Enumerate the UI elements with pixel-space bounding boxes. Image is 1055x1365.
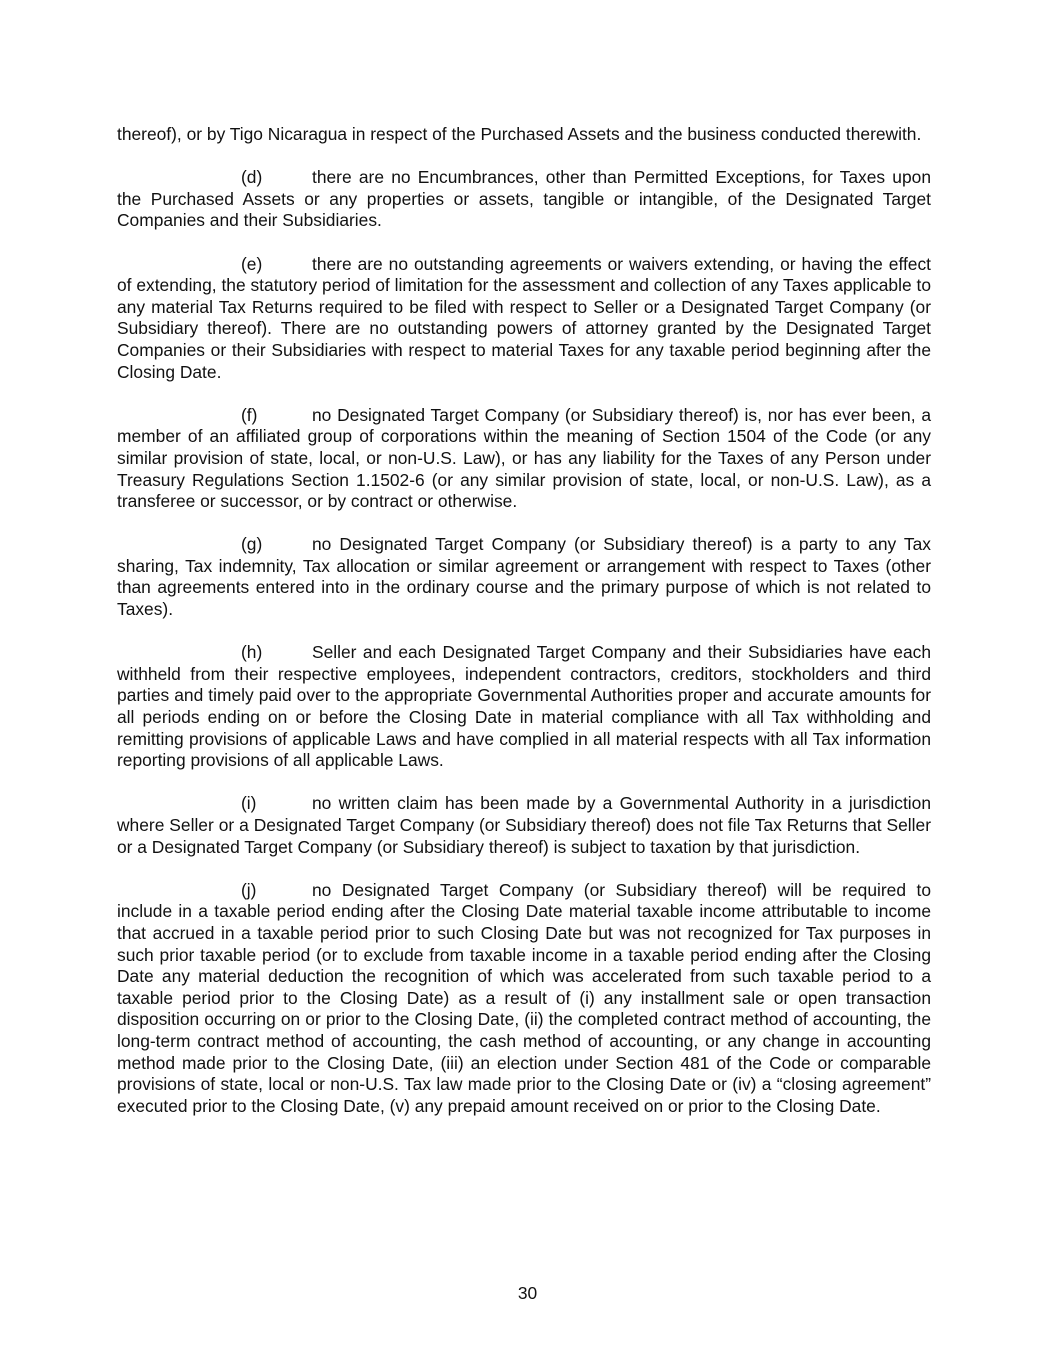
paragraph-h (117, 642, 931, 772)
paragraph-g (117, 534, 931, 620)
paragraph-text: Seller and each Designated Target Company and their Subsidiaries have each withheld from their respective employees, independent contractors, creditors, stockholders and third parties and timely paid over to the appropriate Governmental Authorities proper and accurate amounts for all periods ending on or before the Closing Date in material compliance with all Tax withholding and remitting provisions of applicable Laws and have complied in all material respects with all Tax information reporting provisions of all applicable Laws. (117, 642, 931, 771)
paragraph-label: (i) (241, 793, 257, 814)
document-body (117, 124, 931, 1139)
paragraph-f (117, 405, 931, 513)
intro-paragraph (117, 124, 931, 146)
paragraph-label: (j) (241, 879, 257, 900)
paragraph-text: no Designated Target Company (or Subsidiary thereof) will be required to include in a taxable period ending after the Closing Date material taxable income attributable to income that accrued in a taxable period prior to such Closing Date but was not recognized for Tax purposes in such prior taxable period (or to exclude from taxable income in a taxable period ending after the Closing Date any material deduction the recognition of which was accelerated from such taxable period to a taxable period prior to the Closing Date) as a result of (i) any installment sale or open transaction disposition occurring on or prior to the Closing Date, (ii) the completed contract method of accounting, the long-term contract method of accounting, the cash method of accounting, or any change in accounting method made prior to the Closing Date, (iii) an election under Section 481 of the Code or comparable provisions of state, local or non-U.S. Tax law made prior to the Closing Date or (iv) a “closing agreement” executed prior to the Closing Date, (v) any prepaid amount received on or prior to the Closing Date. (117, 879, 931, 1116)
paragraph-text: no written claim has been made by a Governmental Authority in a jurisdiction where Seller or a Designated Target Company (or Subsidiary thereof) does not file Tax Returns that Seller or a Designated Target Company (or Subsidiary thereof) is subject to taxation by that jurisdiction. (117, 793, 931, 857)
paragraph-j (117, 880, 931, 1118)
paragraph-text: there are no Encumbrances, other than Permitted Exceptions, for Taxes upon the Purchased Assets or any properties or assets, tangible or intangible, of the Designated Target Companies and their Subsidiaries. (117, 167, 931, 231)
paragraph-text: no Designated Target Company (or Subsidiary thereof) is a party to any Tax sharing, Tax indemnity, Tax allocation or similar agreement or arrangement with respect to Taxes (other than agreements entered into in the ordinary course and the primary purpose of which is not related to Taxes). (117, 534, 931, 620)
paragraph-d (117, 167, 931, 232)
intro-text: thereof), or by Tigo Nicaragua in respect of the Purchased Assets and the business conducted therewith. (117, 124, 922, 144)
paragraph-label: (f) (241, 404, 258, 425)
paragraph-text: there are no outstanding agreements or waivers extending, or having the effect of extending, the statutory period of limitation for the assessment and collection of any Taxes applicable to any material Tax Returns required to be filed with respect to Seller or a Designated Target Company (or Subsidiary thereof). There are no outstanding powers of attorney granted by the Designated Target Companies or their Subsidiaries with respect to material Taxes for any taxable period beginning after the Closing Date. (117, 253, 931, 382)
paragraph-i (117, 793, 931, 858)
paragraph-label: (h) (241, 642, 263, 663)
paragraph-label: (d) (241, 167, 263, 188)
page-number: 30 (517, 1283, 538, 1303)
paragraph-label: (g) (241, 534, 263, 555)
paragraph-label: (e) (241, 253, 263, 274)
paragraph-text: no Designated Target Company (or Subsidiary thereof) is, nor has ever been, a member of an affiliated group of corporations within the meaning of Section 1504 of the Code (or any similar provision of state, local, or non-U.S. Law), or has any liability for the Taxes of any Person under Treasury Regulations Section 1.1502-6 (or any similar provision of state, local, or non-U.S. Law), as a transferee or successor, or by contract or otherwise. (117, 404, 931, 512)
paragraph-e (117, 254, 931, 384)
